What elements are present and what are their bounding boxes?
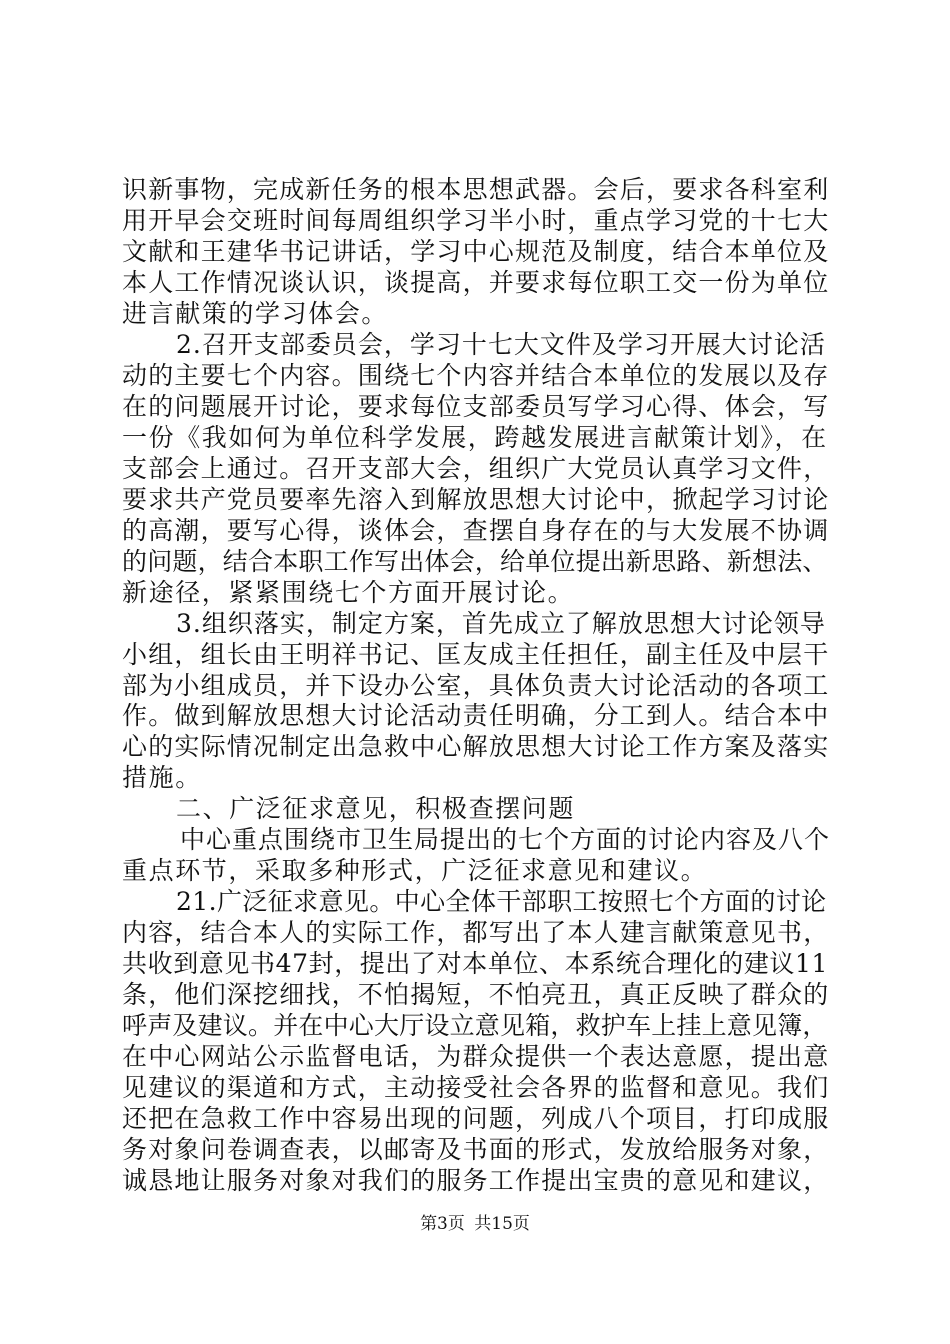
text-line: 的问题，结合本职工作写出体会，给单位提出新思路、新想法、 bbox=[122, 547, 828, 576]
text-line: 条，他们深挖细找，不怕揭短，不怕亮丑，真正反映了群众的 bbox=[122, 980, 830, 1009]
text-line: 用开早会交班时间每周组织学习半小时，重点学习党的十七大 bbox=[122, 206, 830, 235]
text-line: 本人工作情况谈认识，谈提高，并要求每位职工交一份为单位 bbox=[122, 268, 830, 297]
text-line: 动的主要七个内容。围绕七个内容并结合本单位的发展以及存 bbox=[122, 361, 830, 390]
text-line: 的高潮，要写心得，谈体会，查摆自身存在的与大发展不协调 bbox=[122, 516, 830, 545]
section-heading: 二、广泛征求意见，积极查摆问题 bbox=[176, 794, 576, 823]
text-line: 内容，结合本人的实际工作，都写出了本人建言献策意见书， bbox=[122, 918, 830, 947]
text-line: 小组，组长由王明祥书记、匡友成主任担任，副主任及中层干 bbox=[122, 640, 830, 669]
text-line: 要求共产党员要率先溶入到解放思想大讨论中，掀起学习讨论 bbox=[122, 485, 830, 514]
paragraph-start-line: 中心重点围绕市卫生局提出的七个方面的讨论内容及八个 bbox=[180, 825, 831, 854]
paragraph-start-line: 2.召开支部委员会，学习十七大文件及学习开展大讨论活 bbox=[176, 330, 826, 359]
text-line: 诚恳地让服务对象对我们的服务工作提出宝贵的意见和建议， bbox=[122, 1166, 830, 1195]
text-line: 部为小组成员，并下设办公室，具体负责大讨论活动的各项工 bbox=[122, 671, 830, 700]
text-line: 一份《我如何为单位科学发展，跨越发展进言献策计划》，在 bbox=[122, 423, 828, 452]
text-line: 心的实际情况制定出急救中心解放思想大讨论工作方案及落实 bbox=[122, 732, 830, 761]
paragraph-start-line: 3.组织落实，制定方案，首先成立了解放思想大讨论领导 bbox=[176, 609, 826, 638]
text-line: 重点环节，采取多种形式，广泛征求意见和建议。 bbox=[122, 856, 708, 885]
text-line: 文献和王建华书记讲话，学习中心规范及制度，结合本单位及 bbox=[122, 237, 830, 266]
text-line: 在的问题展开讨论，要求每位支部委员写学习心得、体会，写 bbox=[122, 392, 830, 421]
text-line: 务对象问卷调查表，以邮寄及书面的形式，发放给服务对象， bbox=[122, 1135, 830, 1164]
text-line: 措施。 bbox=[122, 763, 202, 792]
text-line: 作。做到解放思想大讨论活动责任明确，分工到人。结合本中 bbox=[122, 701, 830, 730]
text-line: 新途径，紧紧围绕七个方面开展讨论。 bbox=[122, 578, 575, 607]
text-line: 呼声及建议。并在中心大厅设立意见箱，救护车上挂上意见簿， bbox=[122, 1011, 828, 1040]
text-line: 见建议的渠道和方式，主动接受社会各界的监督和意见。我们 bbox=[122, 1073, 830, 1102]
text-line: 共收到意见书47封，提出了对本单位、本系统合理化的建议11 bbox=[122, 949, 829, 978]
page-total: 共15页 bbox=[474, 1214, 530, 1234]
page-number: 第3页 bbox=[420, 1214, 465, 1234]
text-line: 支部会上通过。召开支部大会，组织广大党员认真学习文件， bbox=[122, 454, 830, 483]
text-line: 进言献策的学习体会。 bbox=[122, 299, 389, 328]
text-line: 识新事物，完成新任务的根本思想武器。会后，要求各科室利 bbox=[122, 175, 830, 204]
text-line: 还把在急救工作中容易出现的问题，列成八个项目，打印成服 bbox=[122, 1104, 830, 1133]
page-footer bbox=[0, 1212, 950, 1236]
text-line: 在中心网站公示监督电话，为群众提供一个表达意愿，提出意 bbox=[122, 1042, 830, 1071]
paragraph-start-line: 21.广泛征求意见。中心全体干部职工按照七个方面的讨论 bbox=[176, 887, 827, 916]
